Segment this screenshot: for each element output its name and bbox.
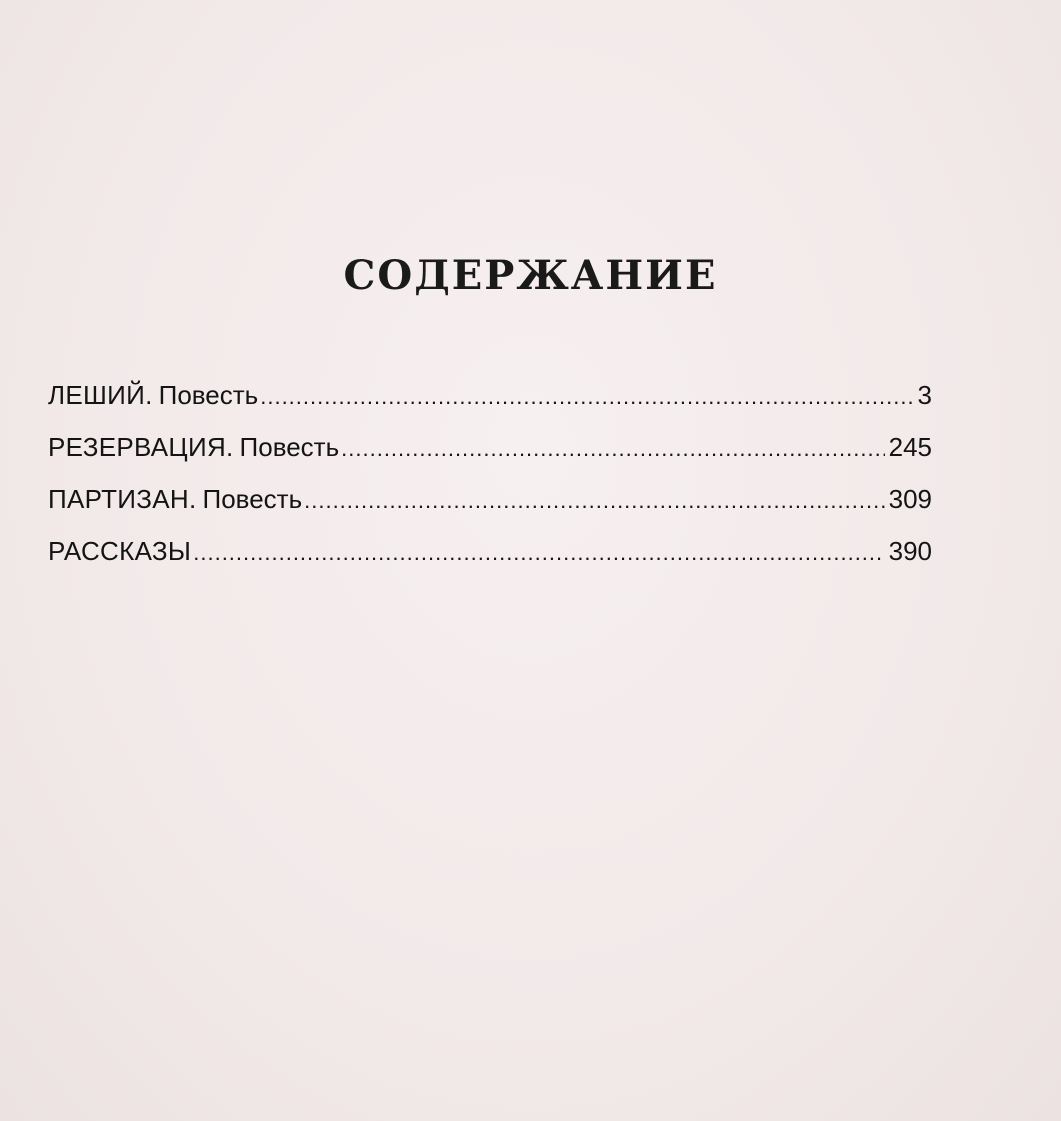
toc-entry-page: 3 [917,380,932,410]
toc-entry-page: 245 [888,432,932,462]
dot-leader [193,540,884,566]
toc-entry-page: 390 [888,536,932,566]
toc-entry-page: 309 [888,484,932,514]
page-title: СОДЕРЖАНИЕ [343,252,718,299]
toc-entry [48,432,932,484]
toc-entry [48,380,932,432]
toc-entry-title: ЛЕШИЙ. Повесть [48,380,259,410]
toc-entry [48,484,932,536]
table-of-contents [48,380,932,588]
dot-leader [341,436,884,462]
dot-leader [260,384,913,410]
toc-entry-title: РЕЗЕРВАЦИЯ. Повесть [48,432,340,462]
toc-entry-title: РАССКАЗЫ [48,536,192,566]
toc-entry [48,536,932,588]
toc-entry-title: ПАРТИЗАН. Повесть [48,484,303,514]
dot-leader [304,488,884,514]
